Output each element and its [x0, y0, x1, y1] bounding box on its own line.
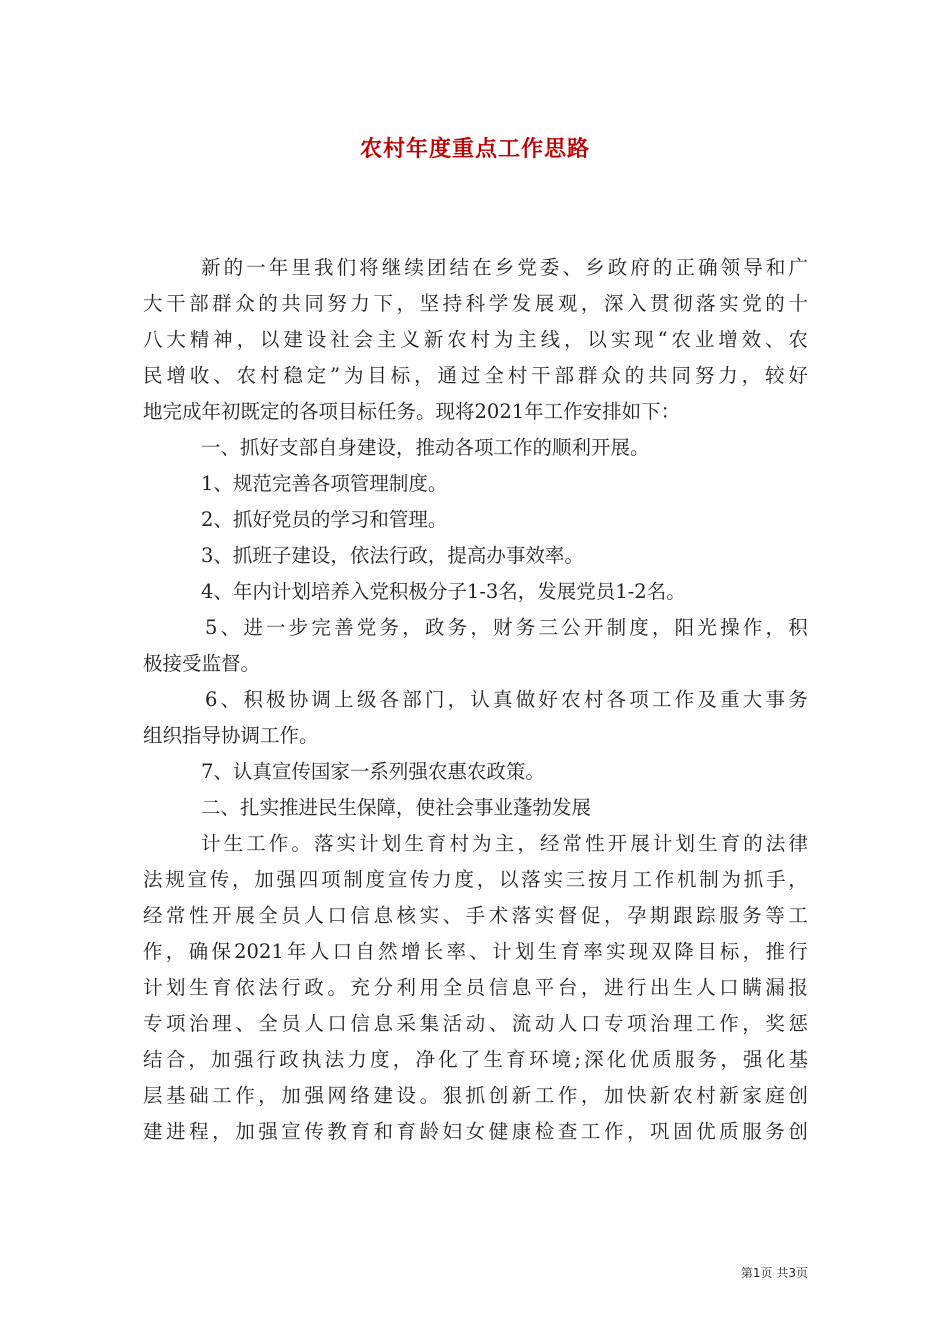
- paragraph-line: 5 、 进 一 步 完 善 党 务 ， 政 务 ， 财 务 三 公 开 制 度 ， 阳 光 操 作 ， 积: [205, 616, 808, 639]
- paragraph-line: 极接受监督。: [143, 652, 261, 675]
- paragraph-line: 地完成年初既定的各项目标任务。现将2021年工作安排如下：: [143, 400, 681, 423]
- paragraph-line: 4、年内计划培养入党积极分子1-3名，发展党员1-2名。: [201, 580, 686, 603]
- paragraph-line: 计 划 生 育 依 法 行 政 。 充 分 利 用 全 员 信 息 平 台 ， 进 行 出 生 人 口 瞒 漏 报: [143, 976, 808, 999]
- paragraph-line: 大 干 部 群 众 的 共 同 努 力 下 ， 坚 持 科 学 发 展 观 ， 深 入 贯 彻 落 实 党 的 十: [143, 292, 808, 315]
- paragraph-line: 一、抓好支部自身建设，推动各项工作的顺利开展。: [201, 436, 650, 459]
- paragraph-line: 经 常 性 开 展 全 员 人 口 信 息 核 实 、 手 术 落 实 督 促 ， 孕 期 跟 踪 服 务 等 工: [143, 904, 808, 927]
- paragraph-line: 作 ， 确 保 2021 年 人 口 自 然 增 长 率 、 计 划 生 育 率 实 现 双 降 目 标 ， 推 行: [143, 940, 808, 963]
- paragraph-line: 1、规范完善各项管理制度。: [201, 472, 448, 495]
- document-body: [143, 250, 808, 1150]
- paragraph-line: 计 生 工 作 。 落 实 计 划 生 育 村 为 主 ， 经 常 性 开 展 计 划 生 育 的 法 律: [201, 832, 808, 855]
- paragraph-line: 6 、 积 极 协 调 上 级 各 部 门 ， 认 真 做 好 农 村 各 项 工 作 及 重 大 事 务: [205, 688, 808, 711]
- paragraph-line: 层 基 础 工 作 ， 加 强 网 络 建 设 。 狠 抓 创 新 工 作 ， 加 快 新 农 村 新 家 庭 创: [143, 1084, 808, 1107]
- paragraph-line: 民 增 收 、 农 村 稳 定 ” 为 目 标 ， 通 过 全 村 干 部 群 众 的 共 同 努 力 ， 较 好: [143, 364, 808, 387]
- paragraph-line: 结 合 ， 加 强 行 政 执 法 力 度 ， 净 化 了 生 育 环 境 ; 深 化 优 质 服 务 ， 强 化 基: [143, 1048, 808, 1071]
- paragraph-line: 专 项 治 理 、 全 员 人 口 信 息 采 集 活 动 、 流 动 人 口 专 项 治 理 工 作 ， 奖 惩: [143, 1012, 808, 1035]
- paragraph-line: 八 大 精 神 ， 以 建 设 社 会 主 义 新 农 村 为 主 线 ， 以 实 现 “ 农 业 增 效 、 农: [143, 328, 808, 351]
- paragraph-line: 2、抓好党员的学习和管理。: [201, 508, 448, 531]
- paragraph-line: 法 规 宣 传 ， 加 强 四 项 制 度 宣 传 力 度 ， 以 落 实 三 按 月 工 作 机 制 为 抓 手 ，: [143, 868, 808, 891]
- paragraph-line: 二、扎实推进民生保障，使社会事业蓬勃发展: [201, 796, 592, 819]
- paragraph-line: 组织指导协调工作。: [143, 724, 319, 747]
- paragraph-line: 建 进 程 ， 加 强 宣 传 教 育 和 育 龄 妇 女 健 康 检 查 工 作 ， 巩 固 优 质 服 务 创: [143, 1120, 808, 1143]
- document-title: 农村年度重点工作思路: [359, 137, 590, 162]
- paragraph-line: 7、认真宣传国家一系列强农惠农政策。: [201, 760, 545, 783]
- page-number-footer: 第1页 共3页: [740, 1266, 808, 1280]
- paragraph-line: 新 的 一 年 里 我 们 将 继 续 团 结 在 乡 党 委 、 乡 政 府 的 正 确 领 导 和 广: [201, 256, 808, 279]
- paragraph-line: 3、抓班子建设，依法行政，提高办事效率。: [201, 544, 584, 567]
